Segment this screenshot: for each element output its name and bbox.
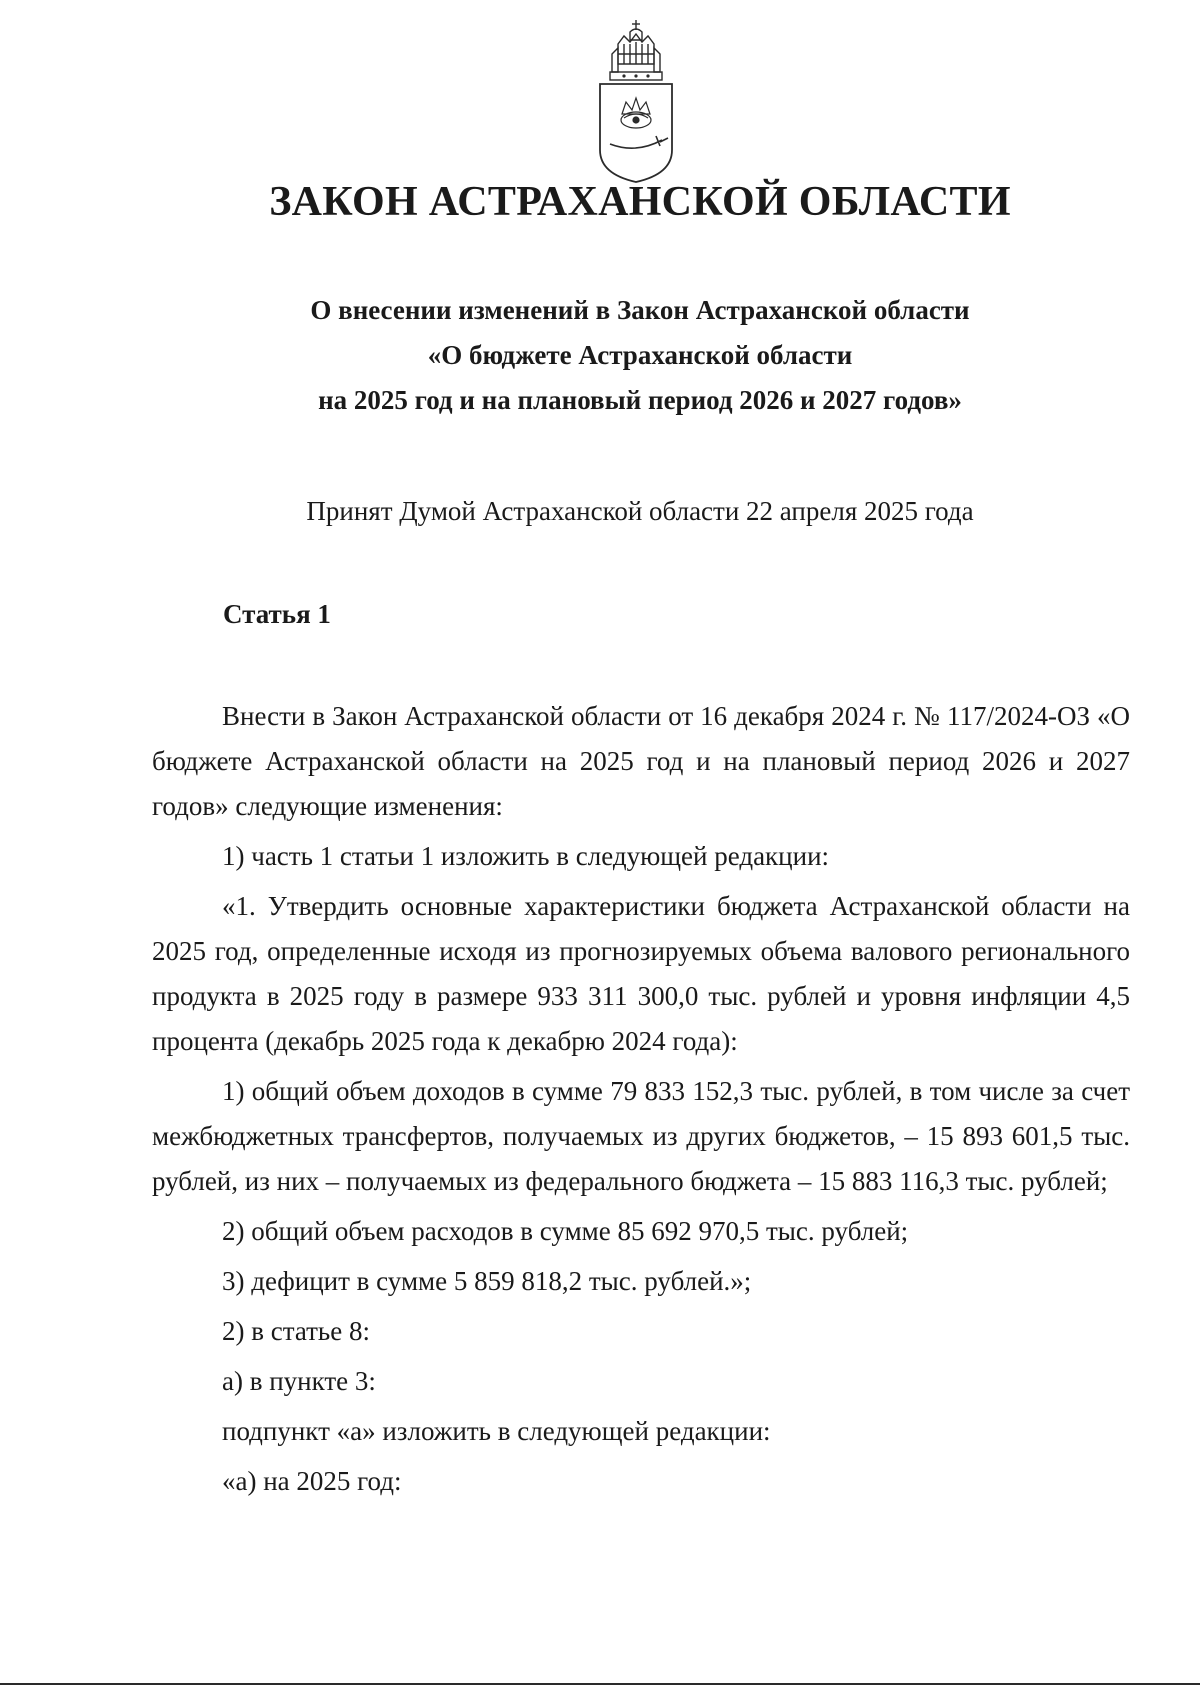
paragraph: 1) часть 1 статьи 1 изложить в следующей редакции: bbox=[222, 841, 830, 871]
article-body bbox=[152, 694, 1130, 1509]
paragraph: 3) дефицит в сумме 5 859 818,2 тыс. рублей.»; bbox=[222, 1266, 752, 1296]
paragraph: а) в пункте 3: bbox=[222, 1366, 376, 1396]
adoption-note: Принят Думой Астраханской области 22 апреля 2025 года bbox=[306, 496, 974, 526]
law-title: ЗАКОН АСТРАХАНСКОЙ ОБЛАСТИ bbox=[269, 179, 1011, 225]
subtitle-line: на 2025 год и на плановый период 2026 и 2027 годов» bbox=[318, 385, 962, 415]
coat-of-arms-icon bbox=[588, 18, 684, 186]
paragraph: «1. Утвердить основные характеристики бюджета Астраханской области на 2025 год, определенные исходя из прогнозируемых объема валового регионального продукта в 2025 году в размере 933 311 300,0 тыс. рублей и уровня инфляции 4,5 процента (декабрь 2025 года к декабрю 2024 года): bbox=[152, 891, 1130, 1056]
paragraph: 2) в статье 8: bbox=[222, 1316, 370, 1346]
paragraph: 2) общий объем расходов в сумме 85 692 970,5 тыс. рублей; bbox=[222, 1216, 909, 1246]
paragraph: 1) общий объем доходов в сумме 79 833 152,3 тыс. рублей, в том числе за счет межбюджетных трансфертов, получаемых из других бюджетов, – 15 893 601,5 тыс. рублей, из них – получаемых из федерального бюджета – 15 883 116,3 тыс. рублей; bbox=[152, 1076, 1130, 1196]
paragraph: подпункт «а» изложить в следующей редакции: bbox=[222, 1416, 771, 1446]
footer-divider bbox=[0, 1683, 1200, 1685]
subtitle-line: О внесении изменений в Закон Астраханской области bbox=[310, 295, 970, 325]
law-subtitle bbox=[150, 288, 1130, 423]
article-heading: Статья 1 bbox=[223, 599, 331, 629]
paragraph: Внести в Закон Астраханской области от 16 декабря 2024 г. № 117/2024-ОЗ «О бюджете Астраханской области на 2025 год и на плановый период 2026 и 2027 годов» следующие изменения: bbox=[152, 701, 1130, 821]
subtitle-line: «О бюджете Астраханской области bbox=[427, 340, 853, 370]
paragraph: «а) на 2025 год: bbox=[222, 1466, 402, 1496]
